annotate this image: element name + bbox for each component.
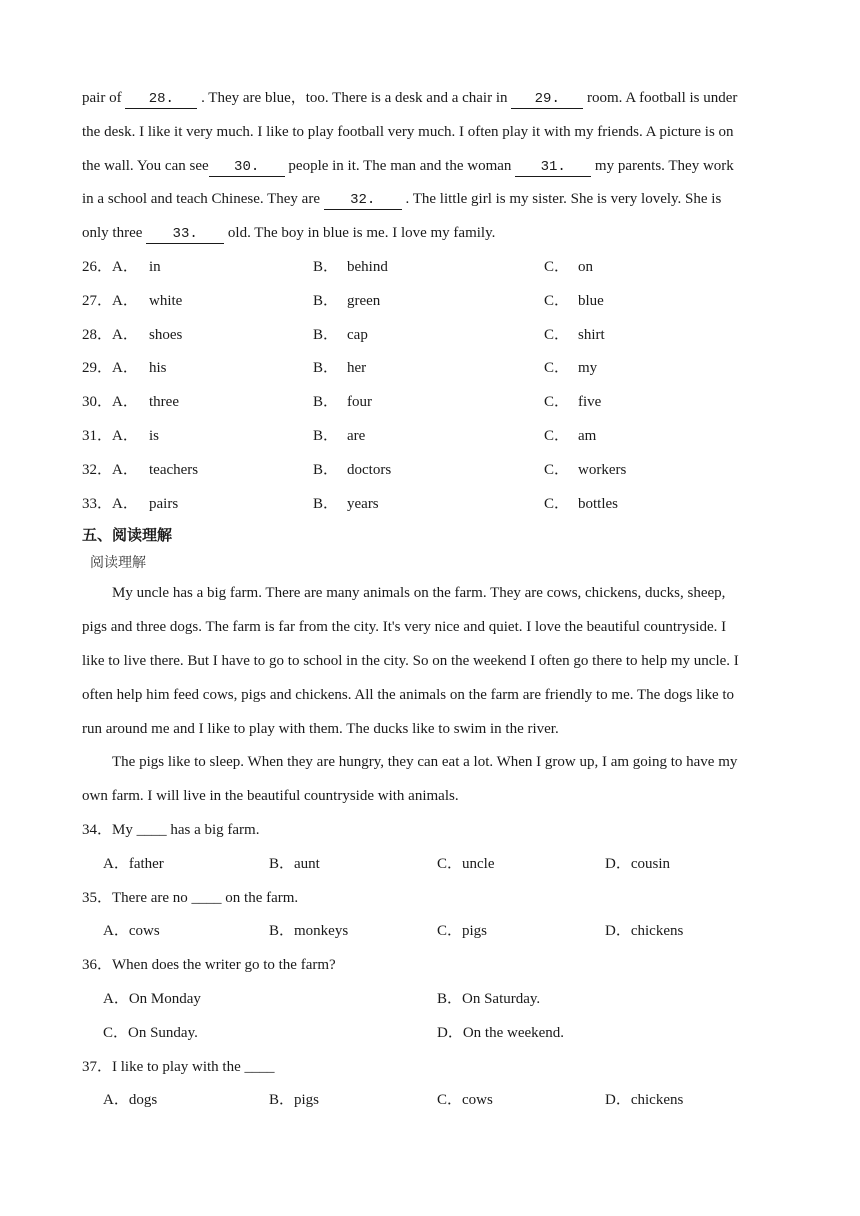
option-b[interactable]: years bbox=[347, 495, 379, 512]
passage-line: like to live there. But I have to go to school in the city. So on the weekend I often go there to help my uncle. I bbox=[82, 652, 739, 669]
option-c[interactable]: C．cows bbox=[437, 1092, 493, 1109]
question-number: 28．A． bbox=[82, 326, 138, 343]
text-segment: people in it. The man and the woman bbox=[284, 157, 516, 174]
blank-33: 33. bbox=[146, 225, 224, 244]
passage-line: My uncle has a big farm. There are many animals on the farm. They are cows, chickens, ducks, sheep, bbox=[112, 585, 726, 602]
question-number: 31．A． bbox=[82, 427, 138, 444]
option-b[interactable]: are bbox=[347, 427, 366, 444]
text-segment: only three bbox=[82, 225, 147, 242]
question-27 bbox=[82, 285, 782, 319]
question-31 bbox=[82, 420, 782, 454]
blank-29: 29. bbox=[511, 90, 583, 109]
options-row bbox=[82, 1084, 782, 1118]
passage-line: run around me and I like to play with them. The ducks like to swim in the river. bbox=[82, 720, 559, 737]
options-row bbox=[82, 848, 782, 882]
text-segment: the wall. You can see bbox=[82, 157, 209, 174]
option-a[interactable]: teachers bbox=[149, 461, 199, 478]
text-segment: my parents. They work bbox=[591, 157, 734, 174]
option-a[interactable]: his bbox=[149, 360, 167, 377]
section-subheading: 阅读理解 bbox=[90, 555, 146, 572]
option-a[interactable]: is bbox=[149, 427, 160, 444]
question-35 bbox=[82, 882, 782, 950]
cloze-line-2: the desk. I like it very much. I like to play football very much. I often play it with my friends. A picture is on bbox=[82, 123, 734, 140]
question-number: 32．A． bbox=[82, 461, 138, 478]
option-c[interactable]: C．uncle bbox=[437, 855, 495, 872]
option-c-label: C． bbox=[544, 258, 570, 275]
option-b[interactable]: four bbox=[347, 394, 372, 411]
option-b-label: B． bbox=[313, 326, 339, 343]
option-c-label: C． bbox=[544, 360, 570, 377]
option-a[interactable]: A．On Monday bbox=[103, 990, 201, 1007]
question-29 bbox=[82, 352, 782, 386]
option-c[interactable]: workers bbox=[578, 461, 627, 478]
option-c-label: C． bbox=[544, 292, 570, 309]
option-b[interactable]: doctors bbox=[347, 461, 392, 478]
cloze-options bbox=[82, 251, 782, 521]
option-b[interactable]: behind bbox=[347, 258, 388, 275]
text-segment: in a school and teach Chinese. They are bbox=[82, 191, 324, 208]
passage-line: The pigs like to sleep. When they are hungry, they can eat a lot. When I grow up, I am going to have my bbox=[112, 754, 738, 771]
option-c[interactable]: shirt bbox=[578, 326, 605, 343]
question-36 bbox=[82, 949, 782, 1050]
option-b-label: B． bbox=[313, 495, 339, 512]
cloze-line-4 bbox=[82, 183, 782, 217]
option-c[interactable]: on bbox=[578, 258, 593, 275]
option-b[interactable]: cap bbox=[347, 326, 368, 343]
option-d[interactable]: D．cousin bbox=[605, 855, 670, 872]
question-number: 29．A． bbox=[82, 360, 138, 377]
passage-line: often help him feed cows, pigs and chickens. All the animals on the farm are friendly to me. The dogs like to bbox=[82, 686, 735, 703]
option-b[interactable]: green bbox=[347, 292, 381, 309]
option-b[interactable]: B．pigs bbox=[269, 1092, 320, 1109]
option-c[interactable]: my bbox=[578, 360, 598, 377]
question-32 bbox=[82, 454, 782, 488]
option-d[interactable]: D．chickens bbox=[605, 923, 684, 940]
option-c[interactable]: C．On Sunday. bbox=[103, 1024, 198, 1041]
question-number: 33．A． bbox=[82, 495, 138, 512]
cloze-line-3 bbox=[82, 150, 782, 184]
question-28 bbox=[82, 319, 782, 353]
text-segment: . The little girl is my sister. She is very lovely. She is bbox=[401, 191, 722, 208]
option-c[interactable]: blue bbox=[578, 292, 604, 309]
text-segment: room. A football is under bbox=[583, 90, 738, 106]
blank-32: 32. bbox=[324, 191, 402, 210]
option-b[interactable]: B．monkeys bbox=[269, 923, 349, 940]
text-segment: . They are blue，too. There is a desk and a chair in bbox=[197, 90, 512, 106]
question-33 bbox=[82, 488, 782, 522]
options-row bbox=[82, 915, 782, 949]
text-segment: old. The boy in blue is me. I love my family. bbox=[224, 225, 496, 242]
question-26 bbox=[82, 251, 782, 285]
question-34 bbox=[82, 814, 782, 882]
cloze-passage bbox=[82, 82, 782, 251]
option-c-label: C． bbox=[544, 326, 570, 343]
question-number: 30．A． bbox=[82, 394, 138, 411]
option-c-label: C． bbox=[544, 495, 570, 512]
option-b-label: B． bbox=[313, 394, 339, 411]
cloze-line-1 bbox=[82, 82, 782, 116]
option-a[interactable]: pairs bbox=[149, 495, 179, 512]
option-c[interactable]: am bbox=[578, 427, 597, 444]
option-a[interactable]: shoes bbox=[149, 326, 183, 343]
reading-passage bbox=[82, 577, 782, 814]
exam-page bbox=[82, 82, 782, 1118]
option-c[interactable]: five bbox=[578, 394, 602, 411]
option-b[interactable]: B．On Saturday. bbox=[437, 990, 541, 1007]
option-b-label: B． bbox=[313, 360, 339, 377]
passage-line: pigs and three dogs. The farm is far from the city. It's very nice and quiet. I love the beautiful countryside. I bbox=[82, 619, 727, 636]
option-a[interactable]: A．cows bbox=[103, 923, 160, 940]
question-stem: 34．My ____ has a big farm. bbox=[82, 821, 260, 838]
option-d[interactable]: D．chickens bbox=[605, 1092, 684, 1109]
question-stem: 35．There are no ____ on the farm. bbox=[82, 889, 299, 906]
option-c[interactable]: bottles bbox=[578, 495, 618, 512]
text-segment: pair of bbox=[82, 90, 126, 106]
options-row bbox=[82, 983, 782, 1017]
blank-30: 30. bbox=[209, 158, 285, 177]
option-c[interactable]: C．pigs bbox=[437, 923, 488, 940]
option-d[interactable]: D．On the weekend. bbox=[437, 1024, 565, 1041]
question-stem: 37．I like to play with the ____ bbox=[82, 1058, 275, 1075]
option-b[interactable]: her bbox=[347, 360, 367, 377]
question-stem: 36．When does the writer go to the farm? bbox=[82, 957, 336, 974]
options-row bbox=[82, 1017, 782, 1051]
question-number: 26．A． bbox=[82, 258, 138, 275]
option-b-label: B． bbox=[313, 427, 339, 444]
blank-31: 31. bbox=[515, 158, 591, 177]
option-b[interactable]: B．aunt bbox=[269, 855, 320, 872]
option-a[interactable]: three bbox=[149, 394, 179, 411]
section-heading: 五、阅读理解 bbox=[82, 526, 173, 545]
option-b-label: B． bbox=[313, 292, 339, 309]
option-a[interactable]: white bbox=[149, 292, 183, 309]
option-a[interactable]: A．father bbox=[103, 855, 164, 872]
question-number: 27．A． bbox=[82, 292, 138, 309]
passage-line: own farm. I will live in the beautiful countryside with animals. bbox=[82, 788, 459, 805]
blank-28: 28. bbox=[125, 90, 197, 109]
option-c-label: C． bbox=[544, 427, 570, 444]
cloze-line-5 bbox=[82, 217, 782, 251]
question-37 bbox=[82, 1051, 782, 1119]
question-30 bbox=[82, 386, 782, 420]
option-a[interactable]: in bbox=[149, 258, 161, 275]
option-b-label: B． bbox=[313, 461, 339, 478]
option-c-label: C． bbox=[544, 394, 570, 411]
option-b-label: B． bbox=[313, 258, 339, 275]
option-c-label: C． bbox=[544, 461, 570, 478]
option-a[interactable]: A．dogs bbox=[103, 1092, 158, 1109]
